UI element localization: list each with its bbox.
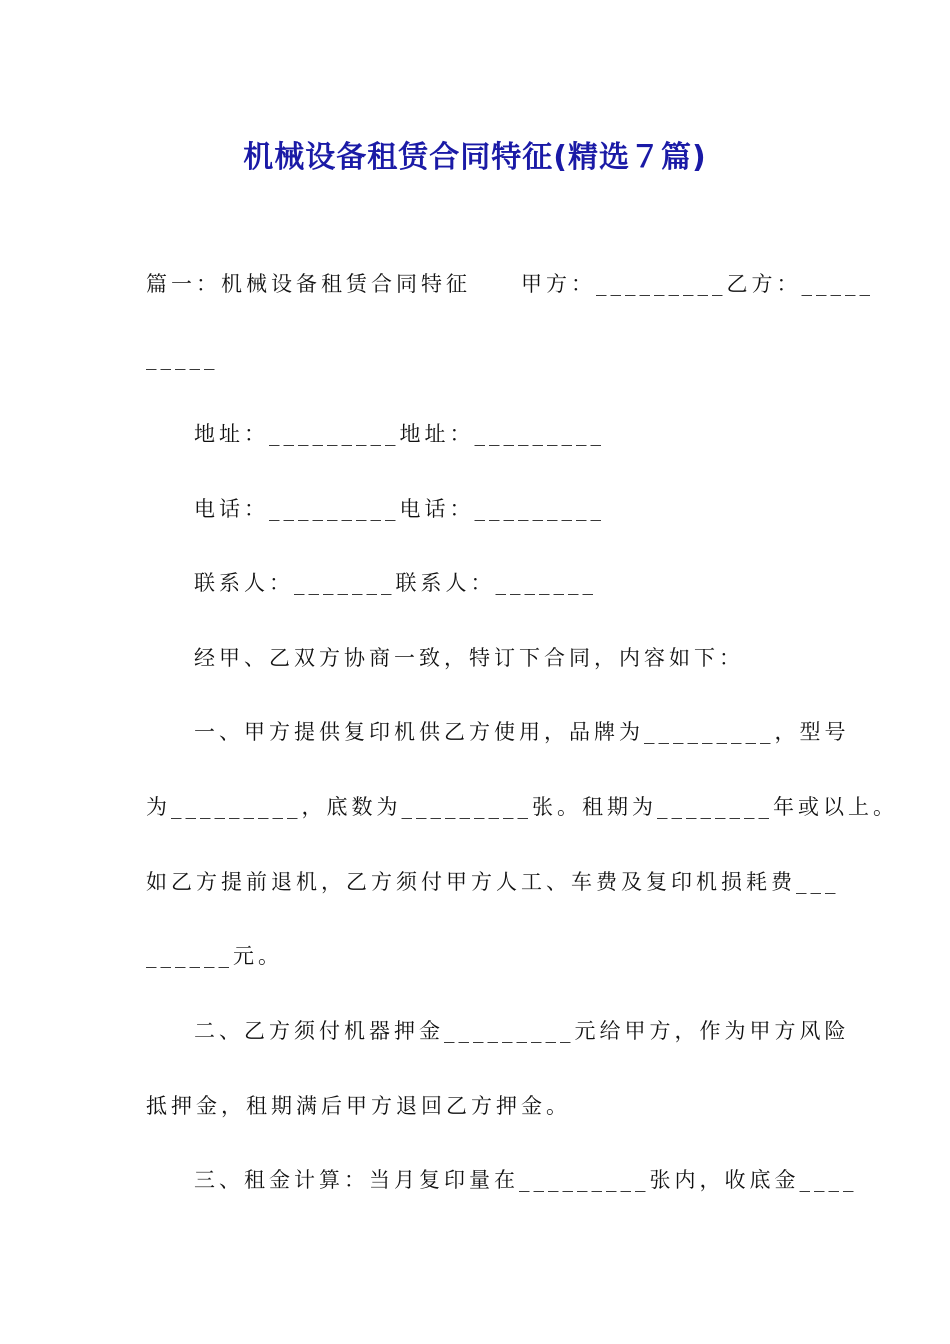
text-line-clause-2: 二、乙方须付机器押金_________元给甲方，作为甲方风险	[194, 1019, 850, 1043]
text-line-phone: 电话：_________电话：_________	[194, 497, 605, 521]
text-line-party-b-continued: _____	[146, 346, 219, 370]
text-line-clause-1: 一、甲方提供复印机供乙方使用，品牌为_________，型号	[194, 720, 850, 744]
text-line-clause-1-cont-c: ______元。	[146, 944, 283, 968]
text-line-clause-1-cont-b: 如乙方提前退机，乙方须付甲方人工、车费及复印机损耗费___	[146, 870, 840, 894]
text-line-intro: 经甲、乙双方协商一致，特订下合同，内容如下：	[194, 646, 744, 670]
text-line-section-heading: 篇一：机械设备租赁合同特征 甲方：_________乙方：_____	[146, 272, 874, 296]
text-line-clause-2-cont: 抵押金，租期满后甲方退回乙方押金。	[146, 1094, 571, 1118]
text-line-address: 地址：_________地址：_________	[194, 422, 605, 446]
document-title: 机械设备租赁合同特征(精选７篇)	[243, 140, 707, 175]
text-line-clause-1-cont-a: 为_________，底数为_________张。租期为________年或以上。	[146, 795, 898, 819]
text-line-contact: 联系人：_______联系人：_______	[194, 571, 597, 595]
text-line-clause-3: 三、租金计算：当月复印量在_________张内，收底金____	[194, 1168, 858, 1192]
